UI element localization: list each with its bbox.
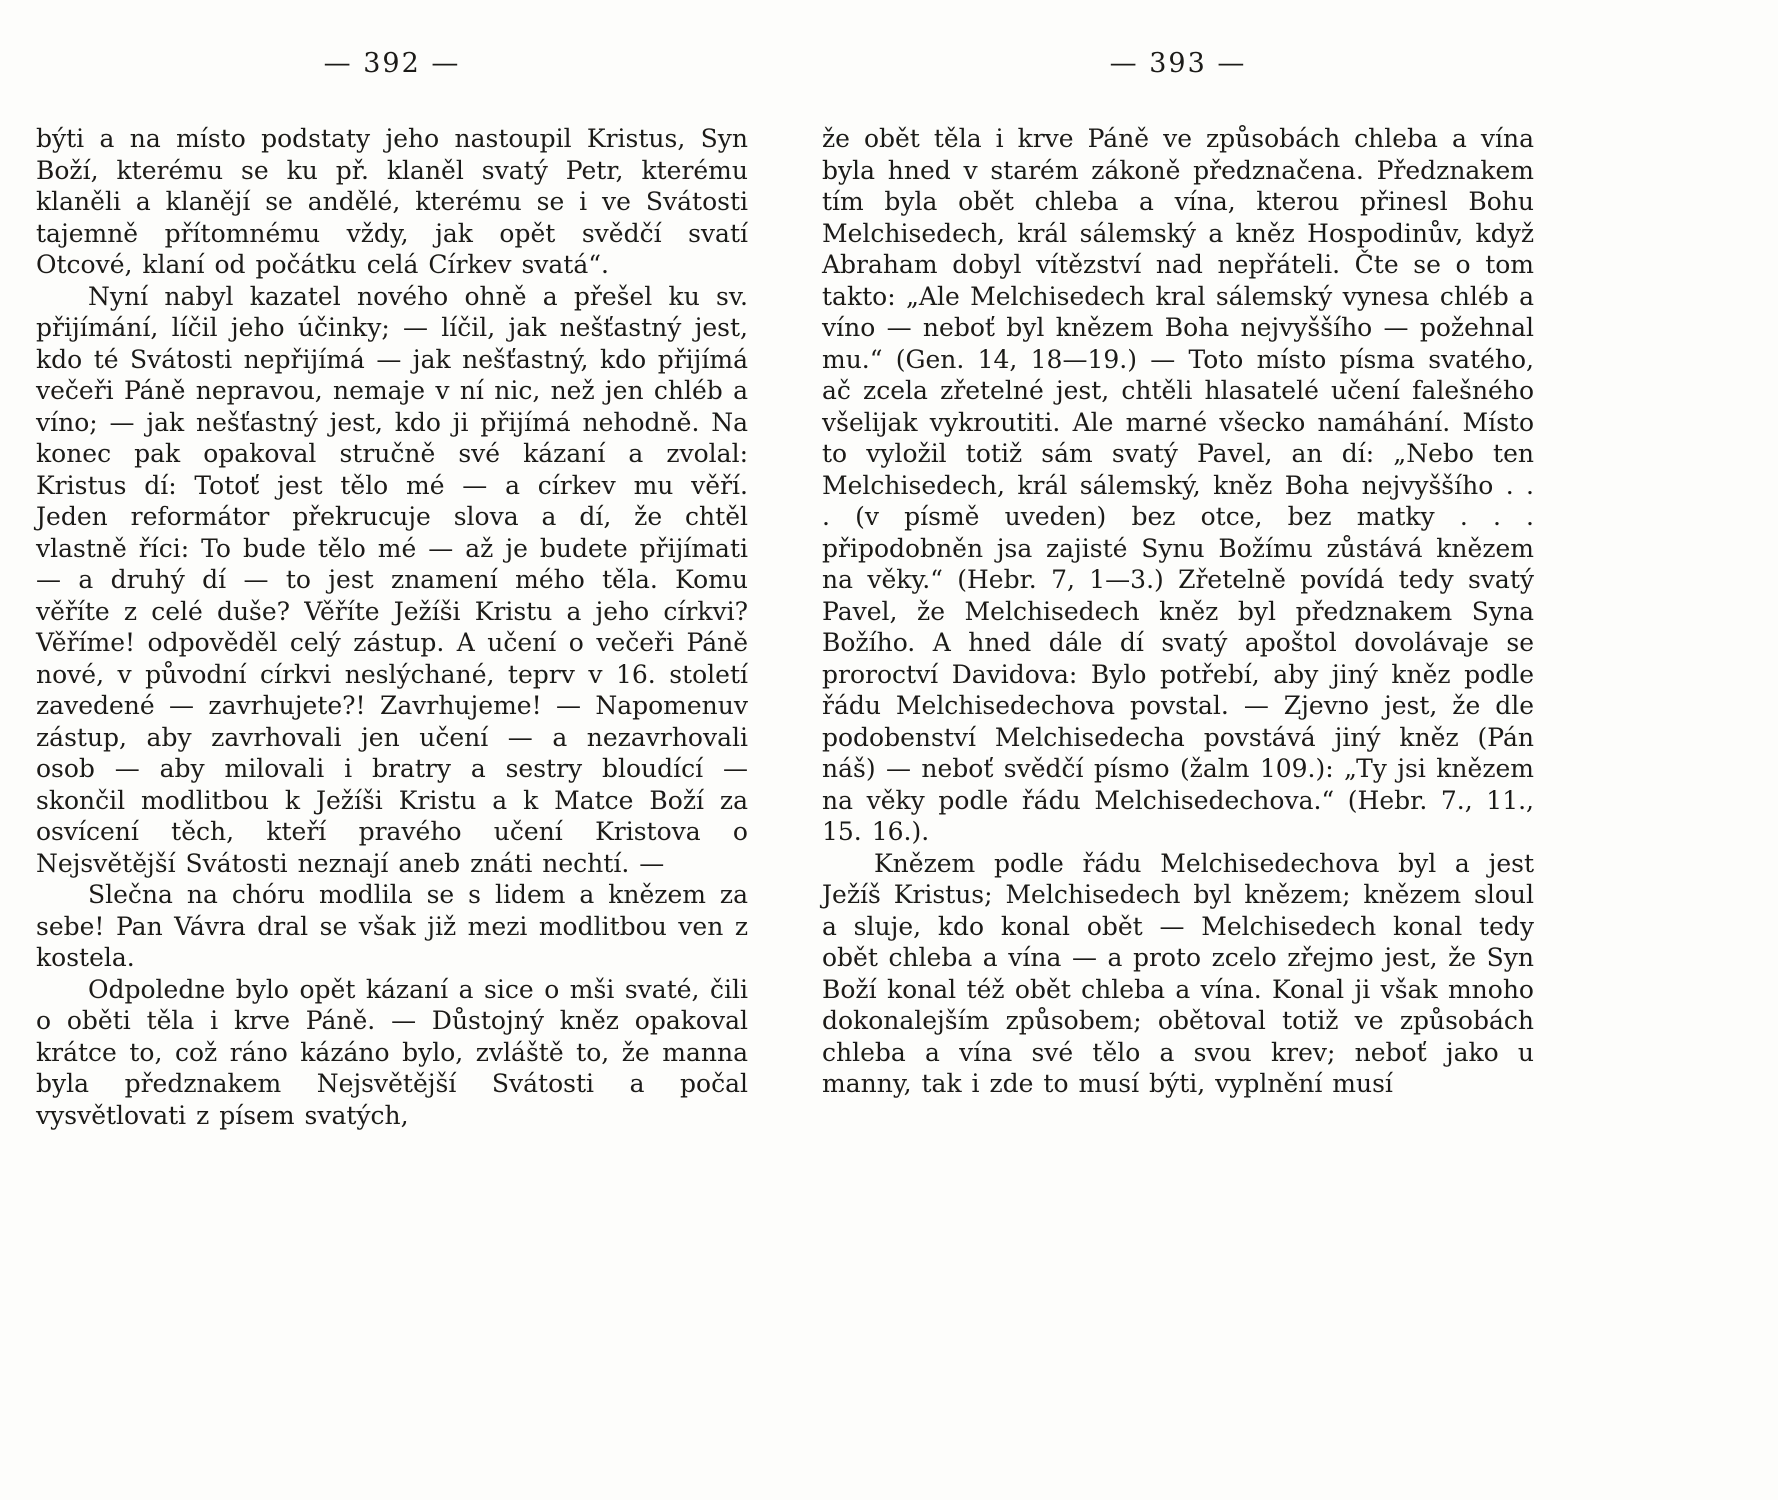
page-392-text bbox=[36, 123, 748, 1131]
paragraph: Slečna na chóru modlila se s lidem a knězem za sebe! Pan Vávra dral se však již mezi modlitbou ven z kostela. bbox=[36, 880, 748, 972]
page-393 bbox=[822, 48, 1534, 1100]
paragraph: býti a na místo podstaty jeho nastoupil Kristus, Syn Boží, kterému se ku př. klaněl svatý Petr, kterému klaněli a klanějí se andělé, kterému se i ve Svátosti tajemně přítomnému vždy, jak opět svědčí svatí Otcové, klaní od počátku celá Církev svatá“. bbox=[36, 124, 748, 279]
paragraph: Nyní nabyl kazatel nového ohně a přešel ku sv. přijímání, líčil jeho účinky; — líčil, jak nešťastný jest, kdo té Svátosti nepřijímá — jak nešťastný, kdo přijímá večeři Páně nepravou, nemaje v ní nic, než jen chléb a víno; — jak nešťastný jest, kdo ji přijímá nehodně. Na konec pak opakoval stručně své kázaní a zvolal: Kristus dí: Totoť jest tělo mé — a církev mu věří. Jeden reformátor překrucuje slova a dí, že chtěl vlastně říci: To bude tělo mé — až je budete přijímati — a druhý dí — to jest znamení mého těla. Komu věříte z celé duše? Věříte Ježíši Kristu a jeho církvi? Věříme! odpověděl celý zástup. A učení o večeři Páně nové, v původní církvi neslýchané, teprv v 16. století zavedené — zavrhujete?! Zavrhujeme! — Napomenuv zástup, aby zavrhovali jen učení — a nezavrhovali osob — aby milovali i bratry a sestry bloudící — skončil modlitbou k Ježíši Kristu a k Matce Boží za osvícení těch, kteří pravého učení Kristova o Nejsvětější Svátosti neznají aneb znáti nechtí. — bbox=[36, 281, 748, 878]
paragraph: že obět těla i krve Páně ve způsobách chleba a vína byla hned v starém zákoně předznačena. Předznakem tím byla obět chleba a vína, kterou přinesl Bohu Melchisedech, král sálemský a kněz Hospodinův, když Abraham dobyl vítězství nad nepřáteli. Čte se o tom takto: „Ale Melchisedech kral sálemský vynesa chléb a víno — neboť byl knězem Boha nejvyššího — požehnal mu.“ (Gen. 14, 18—19.) — Toto místo písma svatého, ač zcela zřetelné jest, chtěli hlasatelé učení falešného všelijak vykroutiti. Ale marné všecko namáhání. Místo to vyložil totiž sám svatý Pavel, an dí: „Nebo ten Melchisedech, král sálemský, kněz Boha nejvyššího . . . (v písmě uveden) bez otce, bez matky . . . připodobněn jsa zajisté Synu Božímu zůstává knězem na věky.“ (Hebr. 7, 1—3.) Zřetelně povídá tedy svatý Pavel, že Melchisedech kněz byl předznakem Syna Božího. A hned dále dí svatý apoštol dovolávaje se proroctví Davidova: Bylo potřebí, aby jiný kněz podle řádu Melchisedechova povstal. — Zjevno jest, že dle podobenství Melchisedecha povstává jiný kněz (Pán náš) — neboť svědčí písmo (žalm 109.): „Ty jsi knězem na věky podle řádu Melchisedechova.“ (Hebr. 7., 11., 15. 16.). bbox=[822, 124, 1534, 846]
page-392 bbox=[36, 48, 748, 1131]
page-393-text bbox=[822, 123, 1534, 1100]
page-number-left: — 392 — bbox=[323, 48, 461, 79]
page-number-right: — 393 — bbox=[1109, 48, 1247, 79]
paragraph: Odpoledne bylo opět kázaní a sice o mši svaté, čili o oběti těla i krve Páně. — Důstojný kněz opakoval krátce to, což ráno kázáno bylo, zvláště to, že manna byla předznakem Nejsvětější Svátosti a počal vysvětlovati z písem svatých, bbox=[36, 974, 748, 1130]
paragraph: Knězem podle řádu Melchisedechova byl a jest Ježíš Kristus; Melchisedech byl knězem; knězem sloul a sluje, kdo konal obět — Melchisedech konal tedy obět chleba a vína — a proto zcelo zřejmo jest, že Syn Boží konal též obět chleba a vína. Konal ji však mnoho dokonalejším způsobem; obětoval totiž ve způsobách chleba a vína své tělo a svou krev; neboť jako u manny, tak i zde to musí býti, vyplnění musí bbox=[822, 848, 1534, 1098]
